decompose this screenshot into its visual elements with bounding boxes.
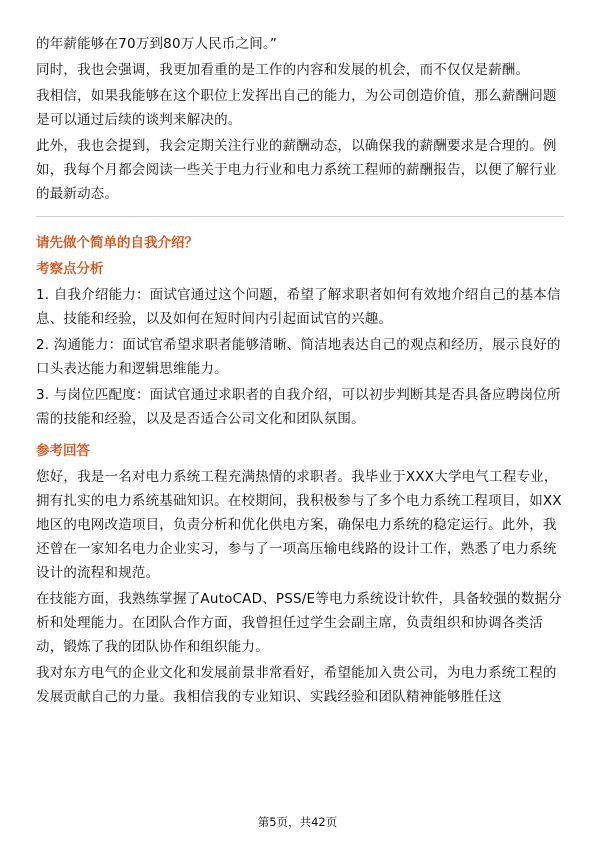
question-heading: 请先做个简单的自我介绍？ xyxy=(36,235,198,251)
intro-paragraph-2: 同时，我也会强调，我更加看重的是工作的内容和发展的机会，而不仅仅是薪酬。 xyxy=(36,62,530,78)
analysis-item-2: 2. 沟通能力：面试官希望求职者能够清晰、简洁地表达自己的观点和经历，展示良好的口头表达能力和逻辑思维能力。 xyxy=(36,337,561,377)
analysis-item-1: 1. 自我介绍能力：面试官通过这个问题，希望了解求职者如何有效地介绍自己的基本信息、技能和经验，以及如何在短时间内引起面试官的兴趣。 xyxy=(36,287,561,327)
document-body xyxy=(36,32,564,711)
analysis-heading: 考察点分析 xyxy=(36,261,104,277)
intro-paragraph-4: 此外，我也会提到，我会定期关注行业的薪酬动态，以确保我的薪酬要求是合理的。例如，我每个月都会阅读一些关于电力行业和电力系统工程师的薪酬报告，以便了解行业的最新动态。 xyxy=(36,138,557,202)
answer-paragraph-1: 您好，我是一名对电力系统工程充满热情的求职者。我毕业于XXX大学电气工程专业，拥有扎实的电力系统基础知识。在校期间，我积极参与了多个电力系统工程项目，如XX地区的电网改造项目，负责分析和优化供电方案，确保电力系统的稳定运行。此外，我还曾在一家知名电力企业实习，参与了一项高压输电线路的设计工作，熟悉了电力系统设计的流程和规范。 xyxy=(36,469,562,581)
page-number: 第5页，共42页 xyxy=(257,815,338,829)
intro-paragraph-1: 的年薪能够在70万到80万人民币之间。” xyxy=(36,36,278,52)
answer-paragraph-2: 在技能方面，我熟练掌握了AutoCAD、PSS/E等电力系统设计软件，具备较强的数据分析和处理能力。在团队合作方面，我曾担任过学生会副主席，负责组织和协调各类活动，锻炼了我的团队协作和组织能力。 xyxy=(36,591,562,655)
intro-paragraph-3: 我相信，如果我能够在这个职位上发挥出自己的能力，为公司创造价值，那么薪酬问题是可以通过后续的谈判来解决的。 xyxy=(36,88,557,128)
analysis-item-3: 3. 与岗位匹配度：面试官通过求职者的自我介绍，可以初步判断其是否具备应聘岗位所需的技能和经验，以及是否适合公司文化和团队氛围。 xyxy=(36,387,561,427)
answer-paragraph-3: 我对东方电气的企业文化和发展前景非常看好，希望能加入贵公司，为电力系统工程的发展贡献自己的力量。我相信我的专业知识、实践经验和团队精神能够胜任这 xyxy=(36,665,557,705)
section-divider xyxy=(36,216,564,217)
answer-heading: 参考回答 xyxy=(36,443,90,459)
